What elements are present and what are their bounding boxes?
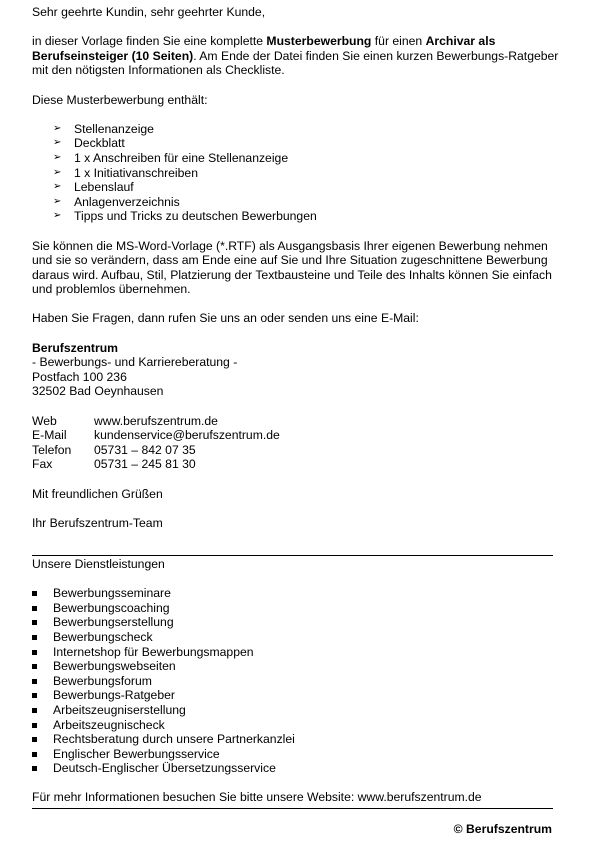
list-item-label: Englischer Bewerbungsservice [53, 746, 220, 761]
list-item-label: Arbeitszeugnischeck [53, 717, 165, 732]
list-item-label: Arbeitszeugniserstellung [53, 702, 186, 717]
contact-row-fax [32, 457, 560, 472]
arrow-bullet-icon: ➢ [53, 151, 62, 163]
intro-text-3: . Am Ende der Datei finden Sie einen kurzen Bewerbungs-Ratgeber mit den nötigsten Informationen als Checkliste. [32, 48, 559, 78]
list-item-label: Bewerbungserstellung [53, 615, 174, 630]
greeting: Sehr geehrte Kundin, sehr geehrter Kunde, [32, 5, 266, 19]
po-box: Postfach 100 236 [32, 369, 127, 384]
list-item-label: Deckblatt [74, 136, 125, 151]
square-bullet-icon [32, 708, 37, 713]
services-heading: Unsere Dienstleistungen [32, 556, 165, 571]
usage-paragraph: Sie können die MS-Word-Vorlage (*.RTF) als Ausgangsbasis Ihrer eigenen Bewerbung nehmen und sie so verändern, dass am Ende eine auf Sie und Ihre Situation zugeschnittene Bewerbung daraus wird. Aufbau, Stil, Platzierung der Textbausteine und Teile des Inhalts können Sie einfach und problemlos übernehmen. [32, 238, 552, 297]
contains-heading: Diese Musterbewerbung enthält: [32, 92, 208, 107]
contact-row-phone [32, 443, 560, 458]
copyright: © Berufszentrum [453, 822, 552, 836]
services-list [32, 586, 560, 776]
contact-table [32, 414, 560, 472]
list-item [32, 166, 560, 181]
square-bullet-icon [32, 650, 37, 655]
list-item [32, 703, 560, 718]
contact-row-web [32, 414, 560, 429]
signature: Ihr Berufszentrum-Team [32, 515, 163, 530]
closing: Mit freundlichen Grüßen [32, 486, 163, 501]
list-item-label: Bewerbungsseminare [53, 586, 171, 601]
square-bullet-icon [32, 679, 37, 684]
list-item [32, 630, 560, 645]
contact-value: www.berufszentrum.de [94, 413, 218, 428]
list-item [32, 195, 560, 210]
list-item-label: Bewerbungswebseiten [53, 659, 176, 674]
list-item [32, 688, 560, 703]
company-tagline: - Bewerbungs- und Karriereberatung - [32, 355, 238, 370]
square-bullet-icon [32, 693, 37, 698]
list-item-label: Stellenanzeige [74, 121, 154, 136]
arrow-bullet-icon: ➢ [53, 166, 62, 178]
arrow-bullet-icon: ➢ [53, 137, 62, 149]
city: 32502 Bad Oeynhausen [32, 384, 164, 399]
square-bullet-icon [32, 620, 37, 625]
intro-bold-2: Archivar als Berufseinsteiger (10 Seiten) [32, 34, 496, 63]
square-bullet-icon [32, 766, 37, 771]
arrow-bullet-icon: ➢ [53, 181, 62, 193]
square-bullet-icon [32, 635, 37, 640]
list-item [32, 586, 560, 601]
list-item-label: Lebenslauf [74, 180, 134, 195]
divider [32, 555, 553, 556]
list-item [32, 209, 560, 224]
contact-row-email [32, 428, 560, 443]
square-bullet-icon [32, 591, 37, 596]
list-item-label: Bewerbungsforum [53, 673, 152, 688]
list-item [32, 747, 560, 762]
more-info: Für mehr Informationen besuchen Sie bitte unsere Website: www.berufszentrum.de [32, 790, 482, 804]
list-item-label: Anlagenverzeichnis [74, 194, 180, 209]
intro-bold-1: Musterbewerbung [266, 34, 372, 49]
square-bullet-icon [32, 664, 37, 669]
list-item-label: Tipps und Tricks zu deutschen Bewerbungen [74, 209, 317, 224]
list-item [32, 761, 560, 776]
contents-list [32, 122, 560, 224]
contact-key: Web [32, 413, 57, 428]
contact-key: Telefon [32, 442, 72, 457]
list-item [32, 732, 560, 747]
list-item [32, 645, 560, 660]
list-item [32, 718, 560, 733]
letter-body [32, 5, 560, 776]
contact-key: Fax [32, 457, 53, 472]
list-item-label: Bewerbungscheck [53, 629, 153, 644]
list-item [32, 674, 560, 689]
company-name-text: Berufszentrum [32, 340, 119, 355]
list-item-label: Bewerbungscoaching [53, 600, 170, 615]
contact-key: E-Mail [32, 428, 67, 443]
list-item [32, 151, 560, 166]
list-item-label: Internetshop für Bewerbungsmappen [53, 644, 254, 659]
list-item [32, 615, 560, 630]
list-item-label: Deutsch-Englischer Übersetzungsservice [53, 761, 276, 776]
list-item-label: Bewerbungs-Ratgeber [53, 688, 175, 703]
square-bullet-icon [32, 737, 37, 742]
contact-value: 05731 – 245 81 30 [94, 457, 196, 472]
list-item [32, 601, 560, 616]
intro-paragraph [32, 34, 560, 78]
contact-value: kundenservice@berufszentrum.de [94, 428, 280, 443]
list-item [32, 180, 560, 195]
company-name [32, 341, 560, 356]
list-item-label: 1 x Initiativanschreiben [74, 165, 198, 180]
intro-text-2: für einen [371, 34, 426, 49]
list-item [32, 659, 560, 674]
list-item [32, 136, 560, 151]
list-item [32, 122, 560, 137]
footer-divider [32, 808, 553, 809]
arrow-bullet-icon: ➢ [53, 210, 62, 222]
arrow-bullet-icon: ➢ [53, 195, 62, 207]
list-item-label: Rechtsberatung durch unsere Partnerkanzlei [53, 732, 295, 747]
square-bullet-icon [32, 723, 37, 728]
arrow-bullet-icon: ➢ [53, 122, 62, 134]
square-bullet-icon [32, 606, 37, 611]
questions-text: Haben Sie Fragen, dann rufen Sie uns an oder senden uns eine E-Mail: [32, 311, 419, 326]
contact-value: 05731 – 842 07 35 [94, 442, 196, 457]
intro-text-1: in dieser Vorlage finden Sie eine komplette [32, 34, 267, 49]
square-bullet-icon [32, 752, 37, 757]
list-item-label: 1 x Anschreiben für eine Stellenanzeige [74, 150, 289, 165]
